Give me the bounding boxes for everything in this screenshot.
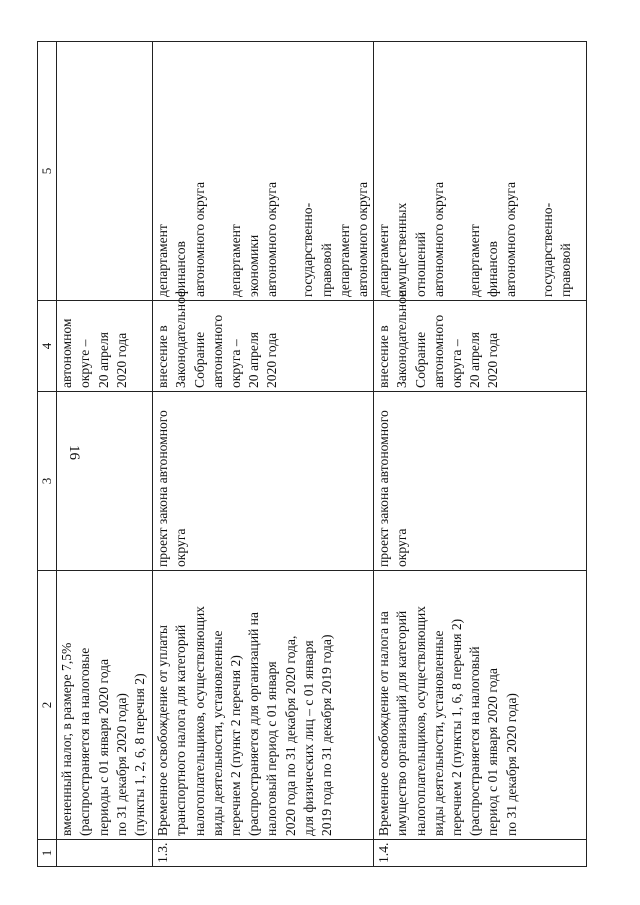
executor-gap: [521, 45, 539, 297]
header-col-1: 1: [38, 840, 57, 867]
description-line: (распространяется для организаций на: [246, 612, 262, 836]
executor-line: автономного округа: [264, 181, 280, 297]
executor-line: имущественных: [394, 202, 410, 297]
executor-line: департамент: [227, 224, 243, 297]
executor-gap: [209, 45, 227, 297]
description-line: налоговый период с 01 января: [264, 661, 280, 836]
deadline-line: округе –: [77, 339, 93, 388]
executor-line: автономного округа: [355, 181, 371, 297]
deadline: [153, 290, 374, 392]
row-number-text: 1.4.: [376, 842, 392, 863]
description-line: период с 01 января 2020 года: [485, 668, 501, 836]
executor-gap: [281, 45, 299, 297]
executor-gap: [448, 45, 466, 297]
deadline-line: 2020 года: [485, 332, 501, 388]
rotated-table-canvas: [37, 47, 587, 867]
document-type: [374, 392, 587, 571]
description-line: (распространяется на налоговый: [467, 646, 483, 836]
description-line: Временное освобождение от налога на: [376, 611, 392, 836]
executor-line: государственно-: [300, 202, 316, 297]
page-number-text: 16: [65, 444, 82, 460]
description-line: перечнем 2 (пункты 1, 6, 8 перечня 2): [449, 618, 465, 836]
measures-table: [37, 41, 587, 867]
executor-line: департамент: [155, 224, 171, 297]
deadline-line: 20 апреля: [467, 332, 483, 388]
description-line: налогоплательщиков, осуществляющих: [412, 606, 428, 836]
deadline-line: автономном: [59, 318, 75, 388]
description-line: имущество организаций для категорий: [394, 610, 410, 836]
deadline: [374, 290, 587, 392]
description-line: (распространяется на налоговые: [77, 647, 93, 836]
deadline-line: Законодательное: [394, 290, 410, 388]
executor-line: отношений: [412, 232, 428, 297]
deadline-line: внесение в: [155, 325, 171, 388]
description-line: вмененный налог, в размере 7,5%: [59, 642, 75, 836]
measure-description: [153, 571, 374, 840]
description-line: 2020 года по 31 декабря 2020 года,: [282, 635, 298, 836]
table-row: [57, 42, 153, 867]
table-row: [374, 42, 587, 867]
deadline-line: 20 апреля: [246, 332, 262, 388]
executor-line: правовой: [318, 243, 334, 297]
description-line: по 31 декабря 2020 года): [503, 693, 519, 836]
table-header-row: [38, 42, 57, 867]
header-col-5: 5: [38, 42, 57, 301]
executor-line: финансов: [485, 241, 501, 297]
row-number: [374, 840, 587, 867]
document-type: [153, 392, 374, 571]
executor-line: правовой: [557, 243, 573, 297]
deadline-line: 20 апреля: [95, 332, 111, 388]
description-line: транспортного налога для категорий: [173, 624, 189, 836]
table-row: [153, 42, 374, 867]
header-col-2: 2: [38, 571, 57, 840]
document-type: [57, 392, 153, 571]
measure-description: [374, 571, 587, 840]
executor-line: департамент: [336, 224, 352, 297]
deadline-line: 2020 года: [264, 332, 280, 388]
executor-line: автономного округа: [503, 181, 519, 297]
description-line: Временное освобождение от уплаты: [155, 624, 171, 836]
description-line: (пункты 1, 2, 6, 8 перечня 2): [132, 673, 148, 836]
executor-line: автономного округа: [191, 181, 207, 297]
description-line: виды деятельности, установленные: [209, 630, 225, 836]
executor-line: экономики: [246, 234, 262, 297]
executor-line: департамент: [467, 224, 483, 297]
deadline-line: автономного: [430, 314, 446, 388]
deadline: [57, 301, 153, 392]
description-line: перечнем 2 (пункт 2 перечня 2): [228, 655, 244, 836]
row-number: [153, 840, 374, 867]
document-type-line: округа: [394, 528, 410, 567]
deadline-line: округа –: [449, 339, 465, 388]
document-type-line: проект закона автономного: [155, 410, 171, 567]
header-col-4: 4: [38, 301, 57, 392]
description-line: по 31 декабря 2020 года): [113, 693, 129, 836]
executor-line: государственно-: [539, 202, 555, 297]
deadline-line: автономного: [209, 314, 225, 388]
measure-description: [57, 571, 153, 840]
executor-line: финансов: [173, 241, 189, 297]
executor-line: департамент: [376, 224, 392, 297]
deadline-line: Законодательное: [173, 290, 189, 388]
row-number: [57, 840, 153, 867]
description-line: налогоплательщиков, осуществляющих: [191, 606, 207, 836]
deadline-line: 2020 года: [113, 332, 129, 388]
executors: [57, 42, 153, 301]
deadline-line: округа –: [228, 339, 244, 388]
row-number-text: 1.3.: [155, 842, 171, 863]
description-line: виды деятельности, установленные: [430, 630, 446, 836]
executor-line: автономного округа: [430, 181, 446, 297]
document-type-line: округа: [173, 528, 189, 567]
executors: [374, 42, 587, 301]
description-line: для физических лиц – с 01 января: [300, 640, 316, 836]
deadline-line: Собрание: [191, 331, 207, 388]
description-line: 2019 года по 31 декабря 2019 года): [319, 634, 335, 836]
deadline-line: Собрание: [412, 331, 428, 388]
header-col-3: 3: [38, 392, 57, 571]
description-line: периоды с 01 января 2020 года: [95, 658, 111, 836]
document-type-line: проект закона автономного: [376, 410, 392, 567]
deadline-line: внесение в: [376, 325, 392, 388]
executors: [153, 42, 374, 301]
